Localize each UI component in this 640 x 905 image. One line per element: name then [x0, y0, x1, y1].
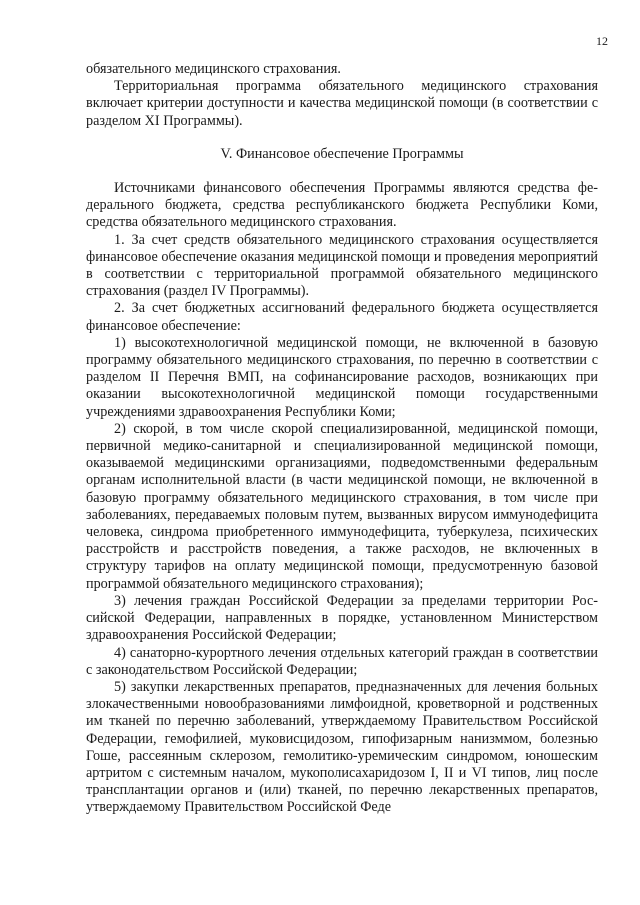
paragraph-item-2: 2. За счет бюджетных ассигнований федерального бюджета осуществляется финансовое обеспечение: — [86, 300, 598, 334]
paragraph-continuation: обязательного медицинского страхования. — [86, 61, 341, 77]
paragraph-subitem-3: 3) лечения граждан Российской Федерации за пределами территории Российской Федерации, направленных в порядке, установленном Министерством здравоохранения Российской Федерации; — [86, 592, 598, 644]
page-number: 12 — [596, 34, 608, 48]
paragraph-territorial-program: Территориальная программа обязательного медицинского страхования включает критерии доступности и качества медицинской помощи (в соответствии с разделом XI Программы). — [86, 78, 598, 129]
paragraph-item-1: 1. За счет средств обязательного медицинского страхования осуществляется финансовое обеспечение оказания медицинской помощи и проведения мероприятий в соответствии с территориальной программой обязательного медицинского страхования (раздел IV Программы). — [86, 231, 598, 300]
paragraph-subitem-5: 5) закупки лекарственных препаратов, предназначенных для лечения больных злокачественными новообразованиями лимфоидной, кроветворной и родственных им тканей по перечню заболеваний, утверждаемому Правительством Российской Федерации, гемофилией, муковисцидозом, гипофизарным нанизммом, болезнью Гоше, рассеянным склерозом, гемолитико-уремическим синдромом, юношеским артритом с системным началом, мукополисахаридозом I, II и VI типов, лиц после трансплантации органов и (или) тканей, по перечню лекарственных препаратов, утверждаемому Правительством Российской Феде — [86, 678, 598, 816]
section-heading: V. Финансовое обеспечение Программы — [220, 145, 464, 162]
paragraph-subitem-1: 1) высокотехнологичной медицинской помощи, не включенной в базовую программу обязательного медицинского страхования, по перечню в соответствии с разделом II Перечня ВМП, на софинансирование расходов, возникающих при оказании высокотехнологичной медицинской помощи государственными учреждениями здравоохранения Республики Коми; — [86, 334, 598, 420]
paragraph-subitem-4: 4) санаторно-курортного лечения отдельных категорий граждан в соответствии с законодательством Российской Федерации; — [86, 644, 598, 678]
paragraph-sources: Источниками финансового обеспечения Программы являются средства федерального бюджета, средства республиканского бюджета Республики Коми, средства обязательного медицинского страхования. — [86, 180, 598, 231]
document-body — [86, 61, 598, 817]
paragraph-subitem-2: 2) скорой, в том числе скорой специализированной, медицинской помощи, первичной медико-санитарной и специализированной медицинской помощи, оказываемой медицинскими организациями, подведомственными федеральным органам исполнительной власти (в части медицинской помощи, не включенной в базовую программу обязательного медицинского страхования, в том числе при заболеваниях, передаваемых половым путем, вызванных вирусом иммунодефицита человека, синдрома приобретенного иммунодефицита, туберкулеза, психических расстройств и расстройств поведения, а также расходов, не включенных в структуру тарифов на оплату медицинской помощи, предусмотренную базовой программой обязательного медицинского страхования); — [86, 420, 598, 592]
